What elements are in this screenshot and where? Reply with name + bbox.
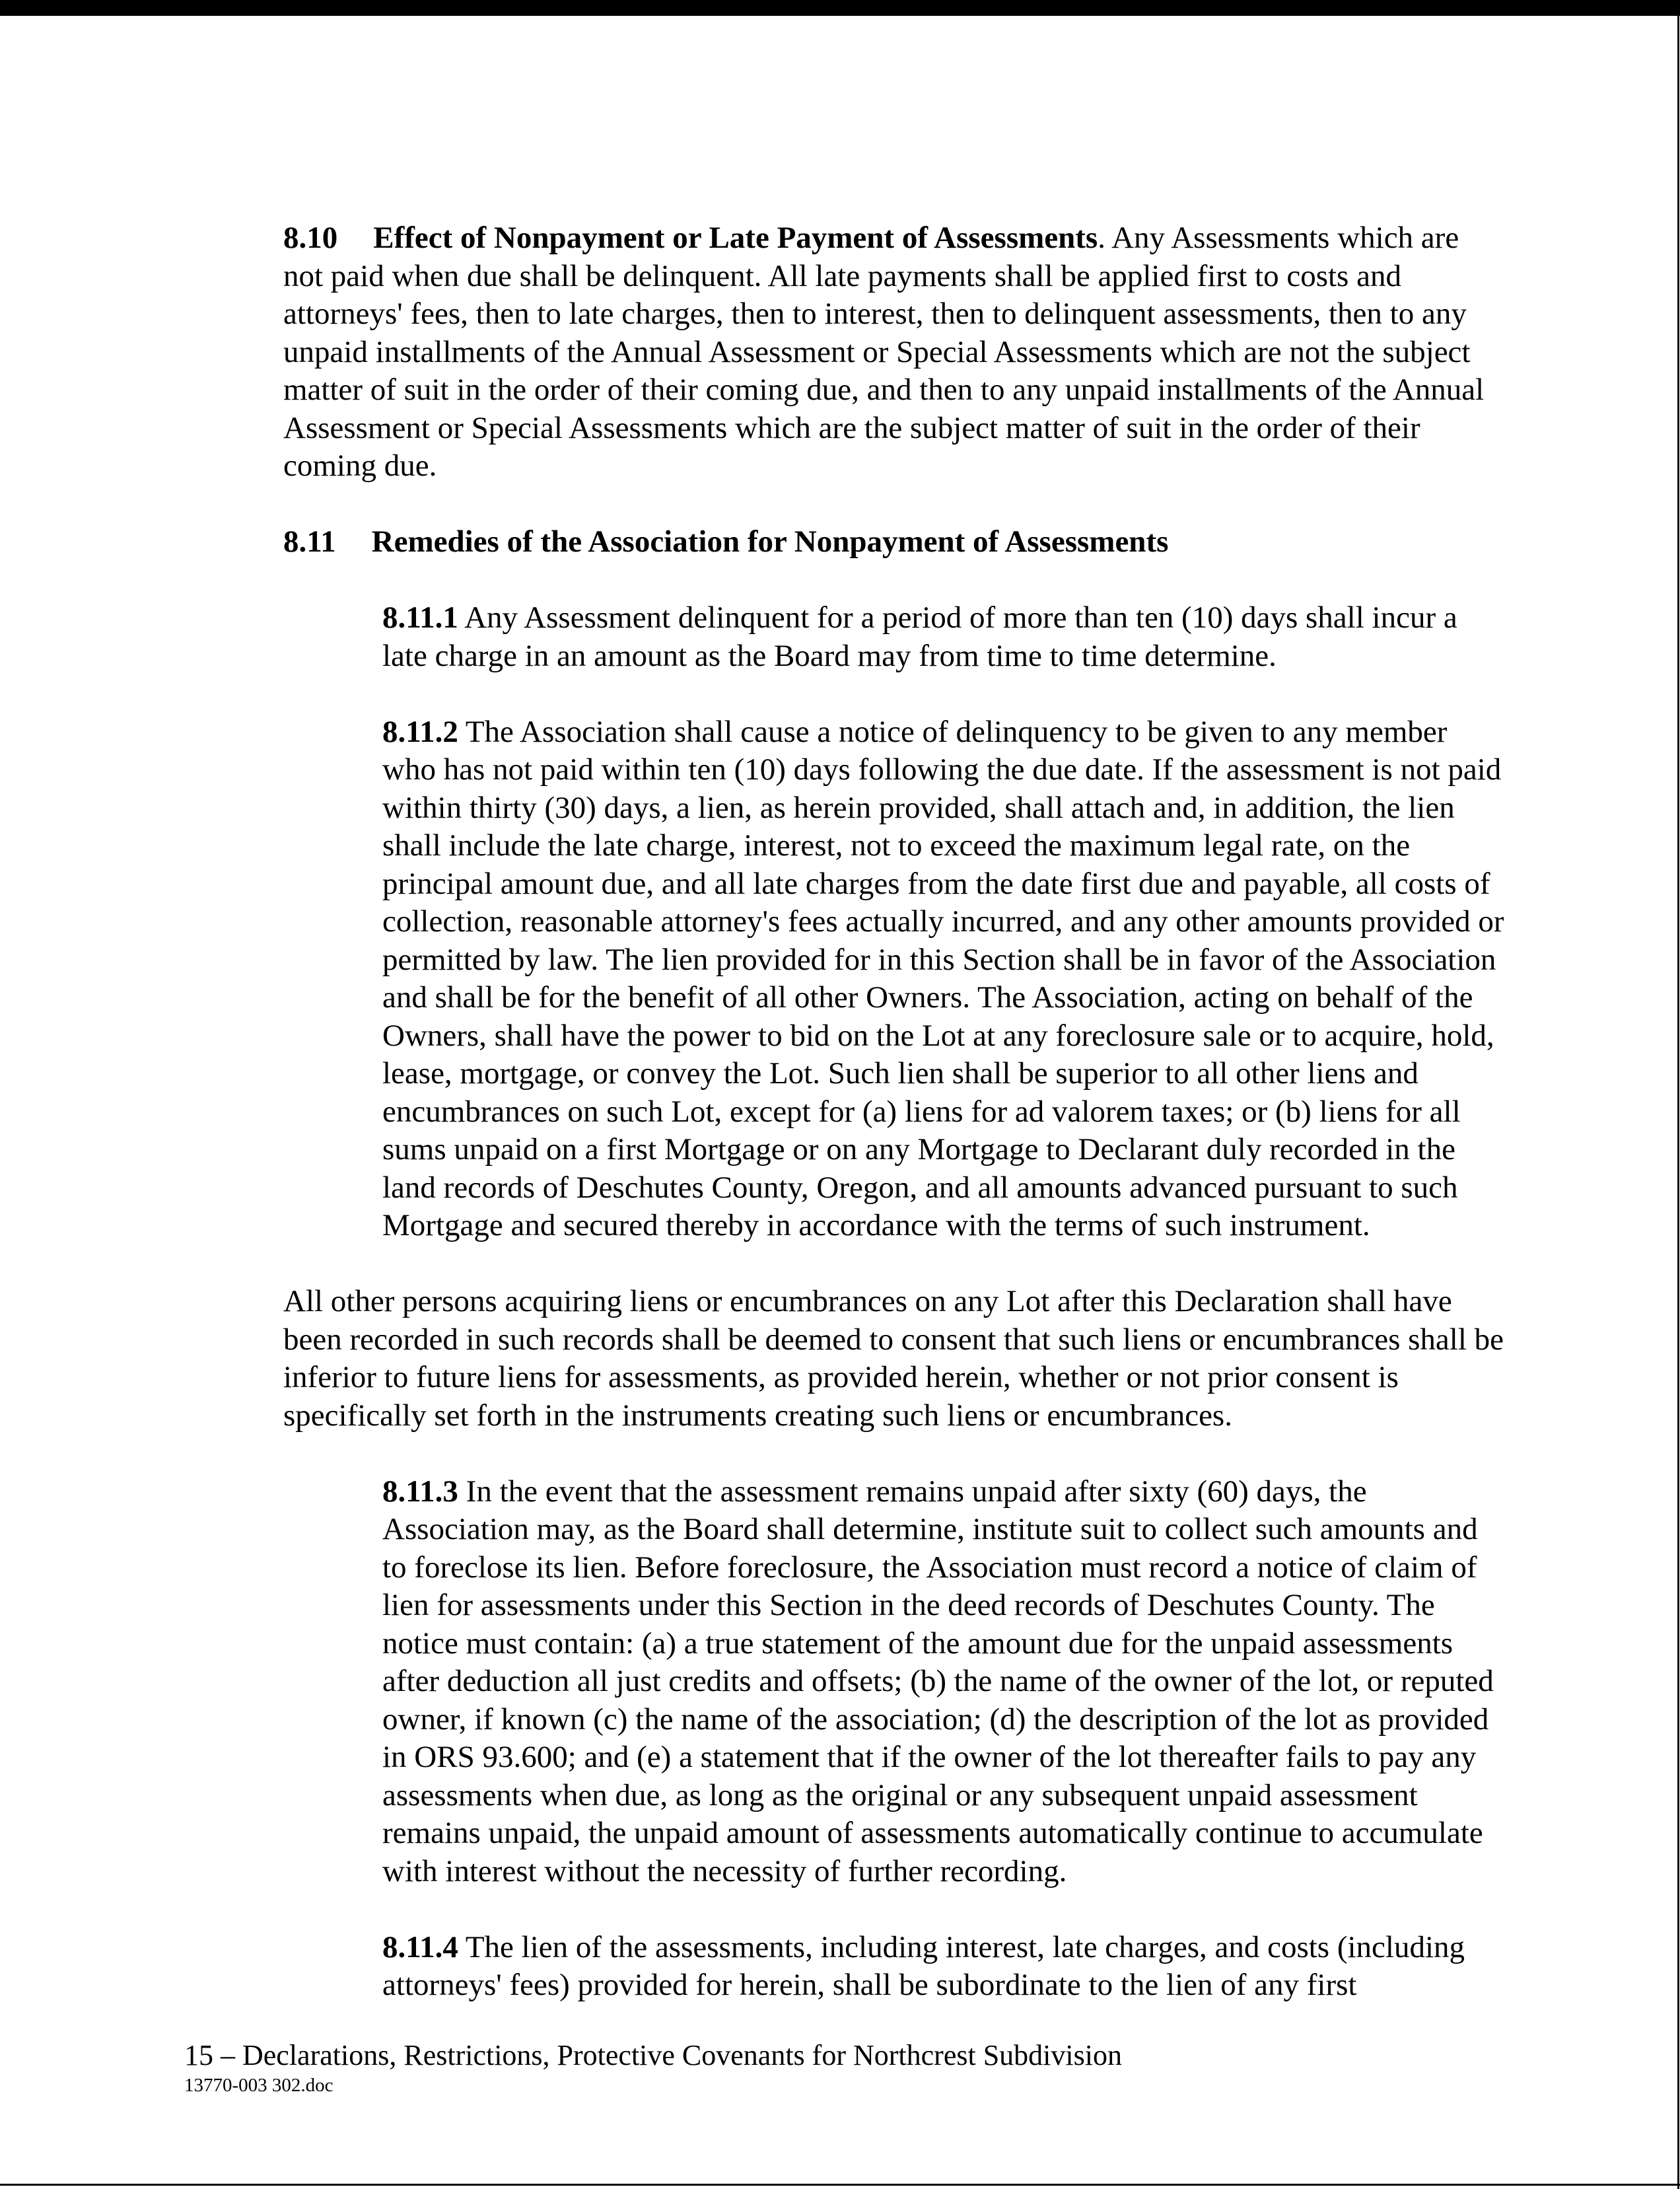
section-title: Effect of Nonpayment or Late Payment of Assessments xyxy=(373,221,1098,255)
scan-bottom-border xyxy=(0,2184,1680,2186)
page-footer xyxy=(184,2038,1122,2097)
section-body: Any Assessments which are not paid when due shall be delinquent. All late payments shall be applied first to costs and attorneys' fees, then to late charges, then to interest, then to delinquent assessments, then to any unpaid installments of the Annual Assessment or Special Assessments which are not the subject matter of suit in the order of their coming due, and then to any unpaid installments of the Annual Assessment or Special Assessments which are the subject matter of suit in the order of their coming due. xyxy=(283,221,1485,483)
section-title-period: . xyxy=(1098,221,1105,255)
subsection-number: 8.11.1 xyxy=(382,600,458,635)
document-body xyxy=(184,219,1505,2005)
section-8-10 xyxy=(184,219,1505,485)
subsection-number: 8.11.3 xyxy=(382,1474,458,1509)
scan-top-border xyxy=(0,0,1680,16)
footer-doc-code: 13770-003 302.doc xyxy=(184,2075,333,2096)
section-8-11-heading xyxy=(184,523,1505,561)
subsection-number: 8.11.4 xyxy=(382,1929,458,1964)
paragraph-other-persons: All other persons acquiring liens or encumbrances on any Lot after this Declaration shall have been recorded in such records shall be deemed to consent that such liens or encumbrances shall be inferior to future liens for assessments, as provided herein, whether or not prior consent is specifically set forth in the instruments creating such liens or encumbrances. xyxy=(283,1284,1504,1433)
scan-right-border xyxy=(1677,16,1679,2189)
section-8-11-2 xyxy=(184,713,1505,1245)
section-title: Remedies of the Association for Nonpayment of Assessments xyxy=(371,524,1169,559)
subsection-body: In the event that the assessment remains unpaid after sixty (60) days, the Association may, as the Board shall determine, institute suit to collect such amounts and to foreclose its lien. Before foreclosure, the Association must record a notice of claim of lien for assessments under this Section in the deed records of Deschutes County. The notice must contain: (a) a true statement of the amount due for the unpaid assessments after deduction all just credits and offsets; (b) the name of the owner of the lot, or reputed owner, if known (c) the name of the association; (d) the description of the lot as provided in ORS 93.600; and (e) a statement that if the owner of the lot thereafter fails to pay any assessments when due, as long as the original or any subsequent unpaid assessment remains unpaid, the unpaid amount of assessments automatically continue to accumulate with interest without the necessity of further recording. xyxy=(382,1474,1494,1888)
section-8-11-3 xyxy=(184,1473,1505,1891)
section-number: 8.11 xyxy=(283,524,336,559)
subsection-body: The lien of the assessments, including interest, late charges, and costs (including attorneys' fees) provided for herein, shall be subordinate to the lien of any first xyxy=(382,1929,1465,2002)
subsection-body: Any Assessment delinquent for a period of more than ten (10) days shall incur a late charge in an amount as the Board may from time to time determine. xyxy=(382,600,1457,673)
section-8-11-4 xyxy=(184,1929,1505,2005)
section-8-11-1 xyxy=(184,599,1505,675)
section-number: 8.10 xyxy=(283,221,338,255)
footer-title: 15 – Declarations, Restrictions, Protective Covenants for Northcrest Subdivision xyxy=(184,2039,1122,2071)
subsection-body: The Association shall cause a notice of delinquency to be given to any member who has not paid within ten (10) days following the due date. If the assessment is not paid within thirty (30) days, a lien, as herein provided, shall attach and, in addition, the lien shall include the late charge, interest, not to exceed the maximum legal rate, on the principal amount due, and all late charges from the date first due and payable, all costs of collection, reasonable attorney's fees actually incurred, and any other amounts provided or permitted by law. The lien provided for in this Section shall be in favor of the Association and shall be for the benefit of all other Owners. The Association, acting on behalf of the Owners, shall have the power to bid on the Lot at any foreclosure sale or to acquire, hold, lease, mortgage, or convey the Lot. Such lien shall be superior to all other liens and encumbrances on such Lot, except for (a) liens for ad valorem taxes; or (b) liens for all sums unpaid on a first Mortgage or on any Mortgage to Declarant duly recorded in the land records of Deschutes County, Oregon, and all amounts advanced pursuant to such Mortgage and secured thereby in accordance with the terms of such instrument. xyxy=(382,714,1504,1242)
subsection-number: 8.11.2 xyxy=(382,714,458,749)
